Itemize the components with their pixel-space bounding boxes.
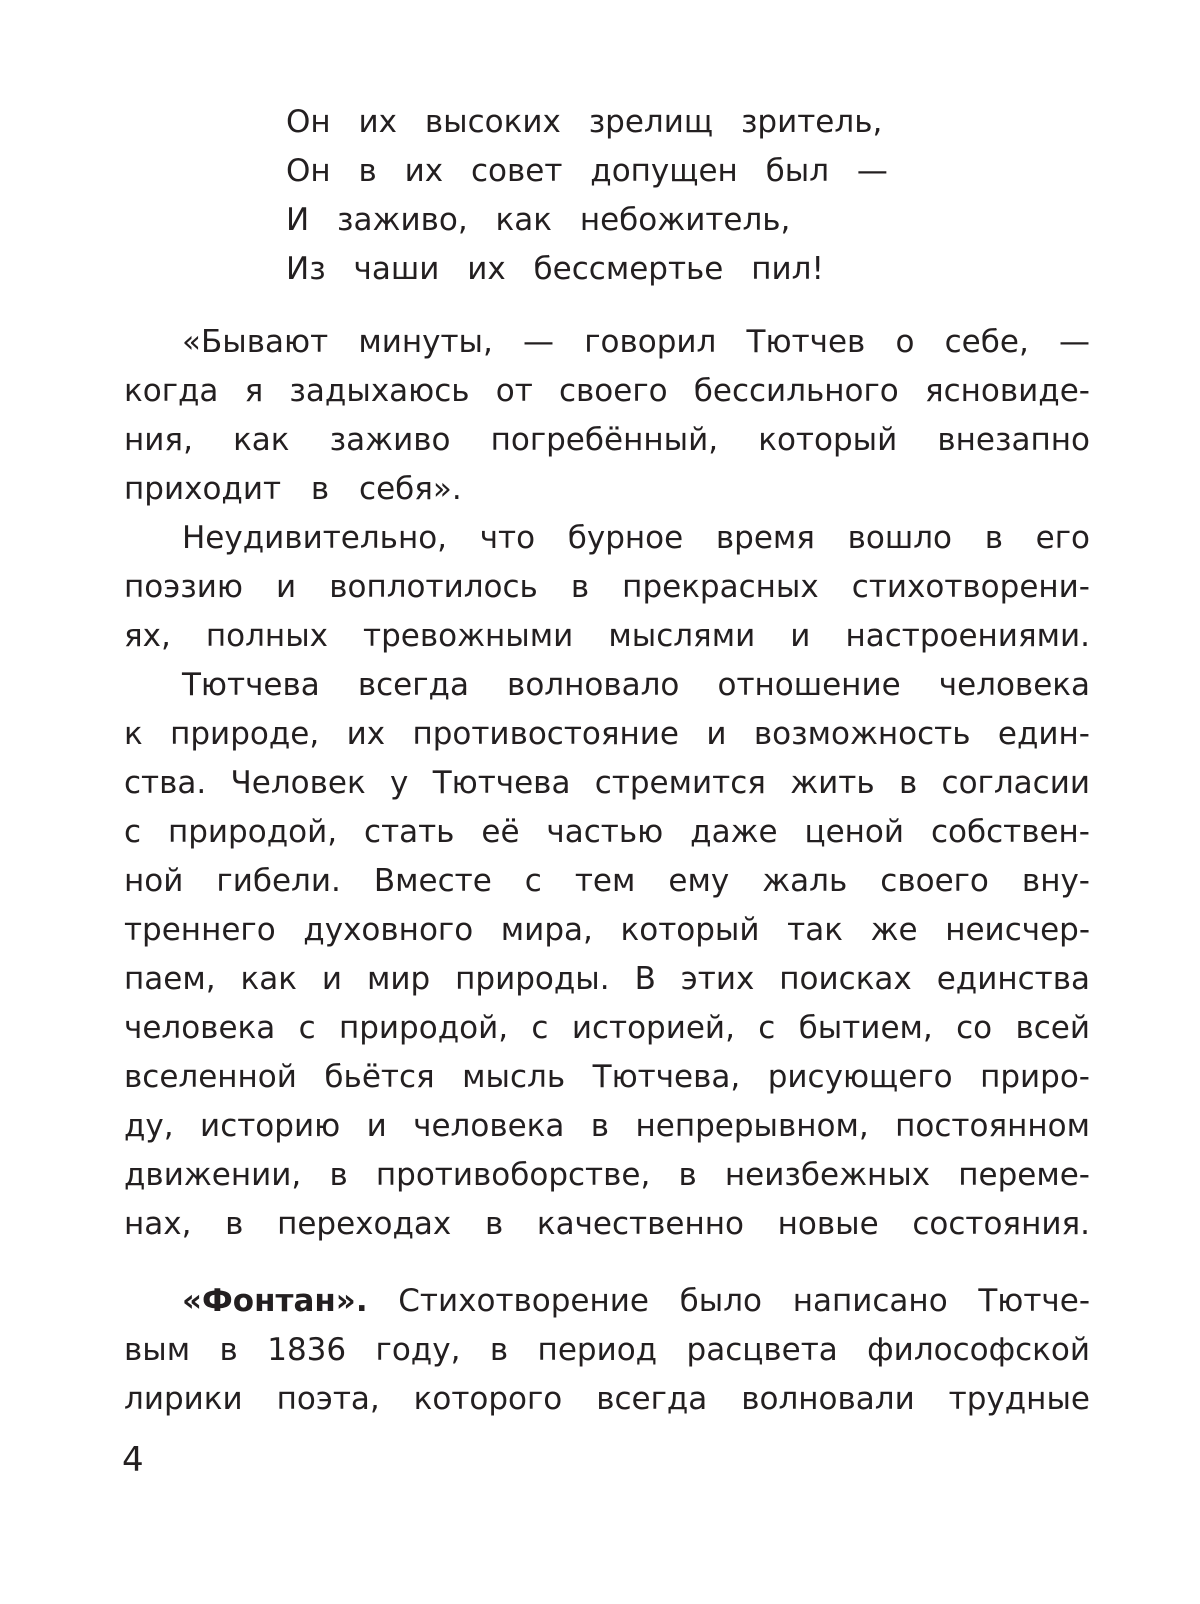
paragraph-2 bbox=[124, 514, 1090, 661]
poem-line: Из чаши их бессмертье пил! bbox=[286, 251, 824, 287]
text-line: движении, в противоборстве, в неизбежных переме- bbox=[124, 1157, 1090, 1193]
text-line: ния, как заживо погребённый, который внезапно bbox=[124, 422, 1090, 458]
poem-line: Он их высоких зрелищ зритель, bbox=[286, 104, 883, 140]
text-line: ной гибели. Вместе с тем ему жаль своего вну- bbox=[124, 863, 1090, 899]
text-line: ду, историю и человека в непрерывном, постоянном bbox=[124, 1108, 1090, 1144]
text-line: приходит в себя». bbox=[124, 471, 462, 507]
text-line: Неудивительно, что бурное время вошло в его bbox=[182, 520, 1090, 556]
text-line: нах, в переходах в качественно новые состояния. bbox=[124, 1206, 1090, 1242]
text-line: человека с природой, с историей, с бытием, со всей bbox=[124, 1010, 1090, 1046]
section-heading: «Фонтан». bbox=[182, 1283, 368, 1319]
text-line: «Бывают минуты, — говорил Тютчев о себе, — bbox=[182, 324, 1090, 360]
text-line: поэзию и воплотилось в прекрасных стихотворени- bbox=[124, 569, 1090, 605]
text-line: Тютчева всегда волновало отношение человека bbox=[182, 667, 1090, 703]
poem-line: И заживо, как небожитель, bbox=[286, 202, 791, 238]
text-line: с природой, стать её частью даже ценой собствен- bbox=[124, 814, 1090, 850]
text-line: к природе, их противостояние и возможность един- bbox=[124, 716, 1090, 752]
page-number: 4 bbox=[122, 1440, 144, 1480]
heading-line-rest: Стихотворение было написано Тютче- bbox=[398, 1283, 1091, 1319]
paragraph-3 bbox=[124, 661, 1090, 1249]
poem-line: Он в их совет допущен был — bbox=[286, 153, 888, 189]
text-line: ях, полных тревожными мыслями и настроениями. bbox=[124, 618, 1090, 654]
text-line: паем, как и мир природы. В этих поисках единства bbox=[124, 961, 1090, 997]
paragraph-4 bbox=[124, 1277, 1090, 1424]
text-line: когда я задыхаюсь от своего бессильного ясновиде- bbox=[124, 373, 1090, 409]
text-line: вым в 1836 году, в период расцвета философской bbox=[124, 1332, 1090, 1368]
text-line: ства. Человек у Тютчева стремится жить в согласии bbox=[124, 765, 1090, 801]
poem-stanza bbox=[286, 98, 946, 294]
quote-paragraph bbox=[124, 318, 1090, 514]
text-line: вселенной бьётся мысль Тютчева, рисующего приро- bbox=[124, 1059, 1090, 1095]
text-line bbox=[124, 1277, 1090, 1326]
text-line: лирики поэта, которого всегда волновали трудные bbox=[124, 1381, 1090, 1417]
text-line: треннего духовного мира, который так же неисчер- bbox=[124, 912, 1090, 948]
